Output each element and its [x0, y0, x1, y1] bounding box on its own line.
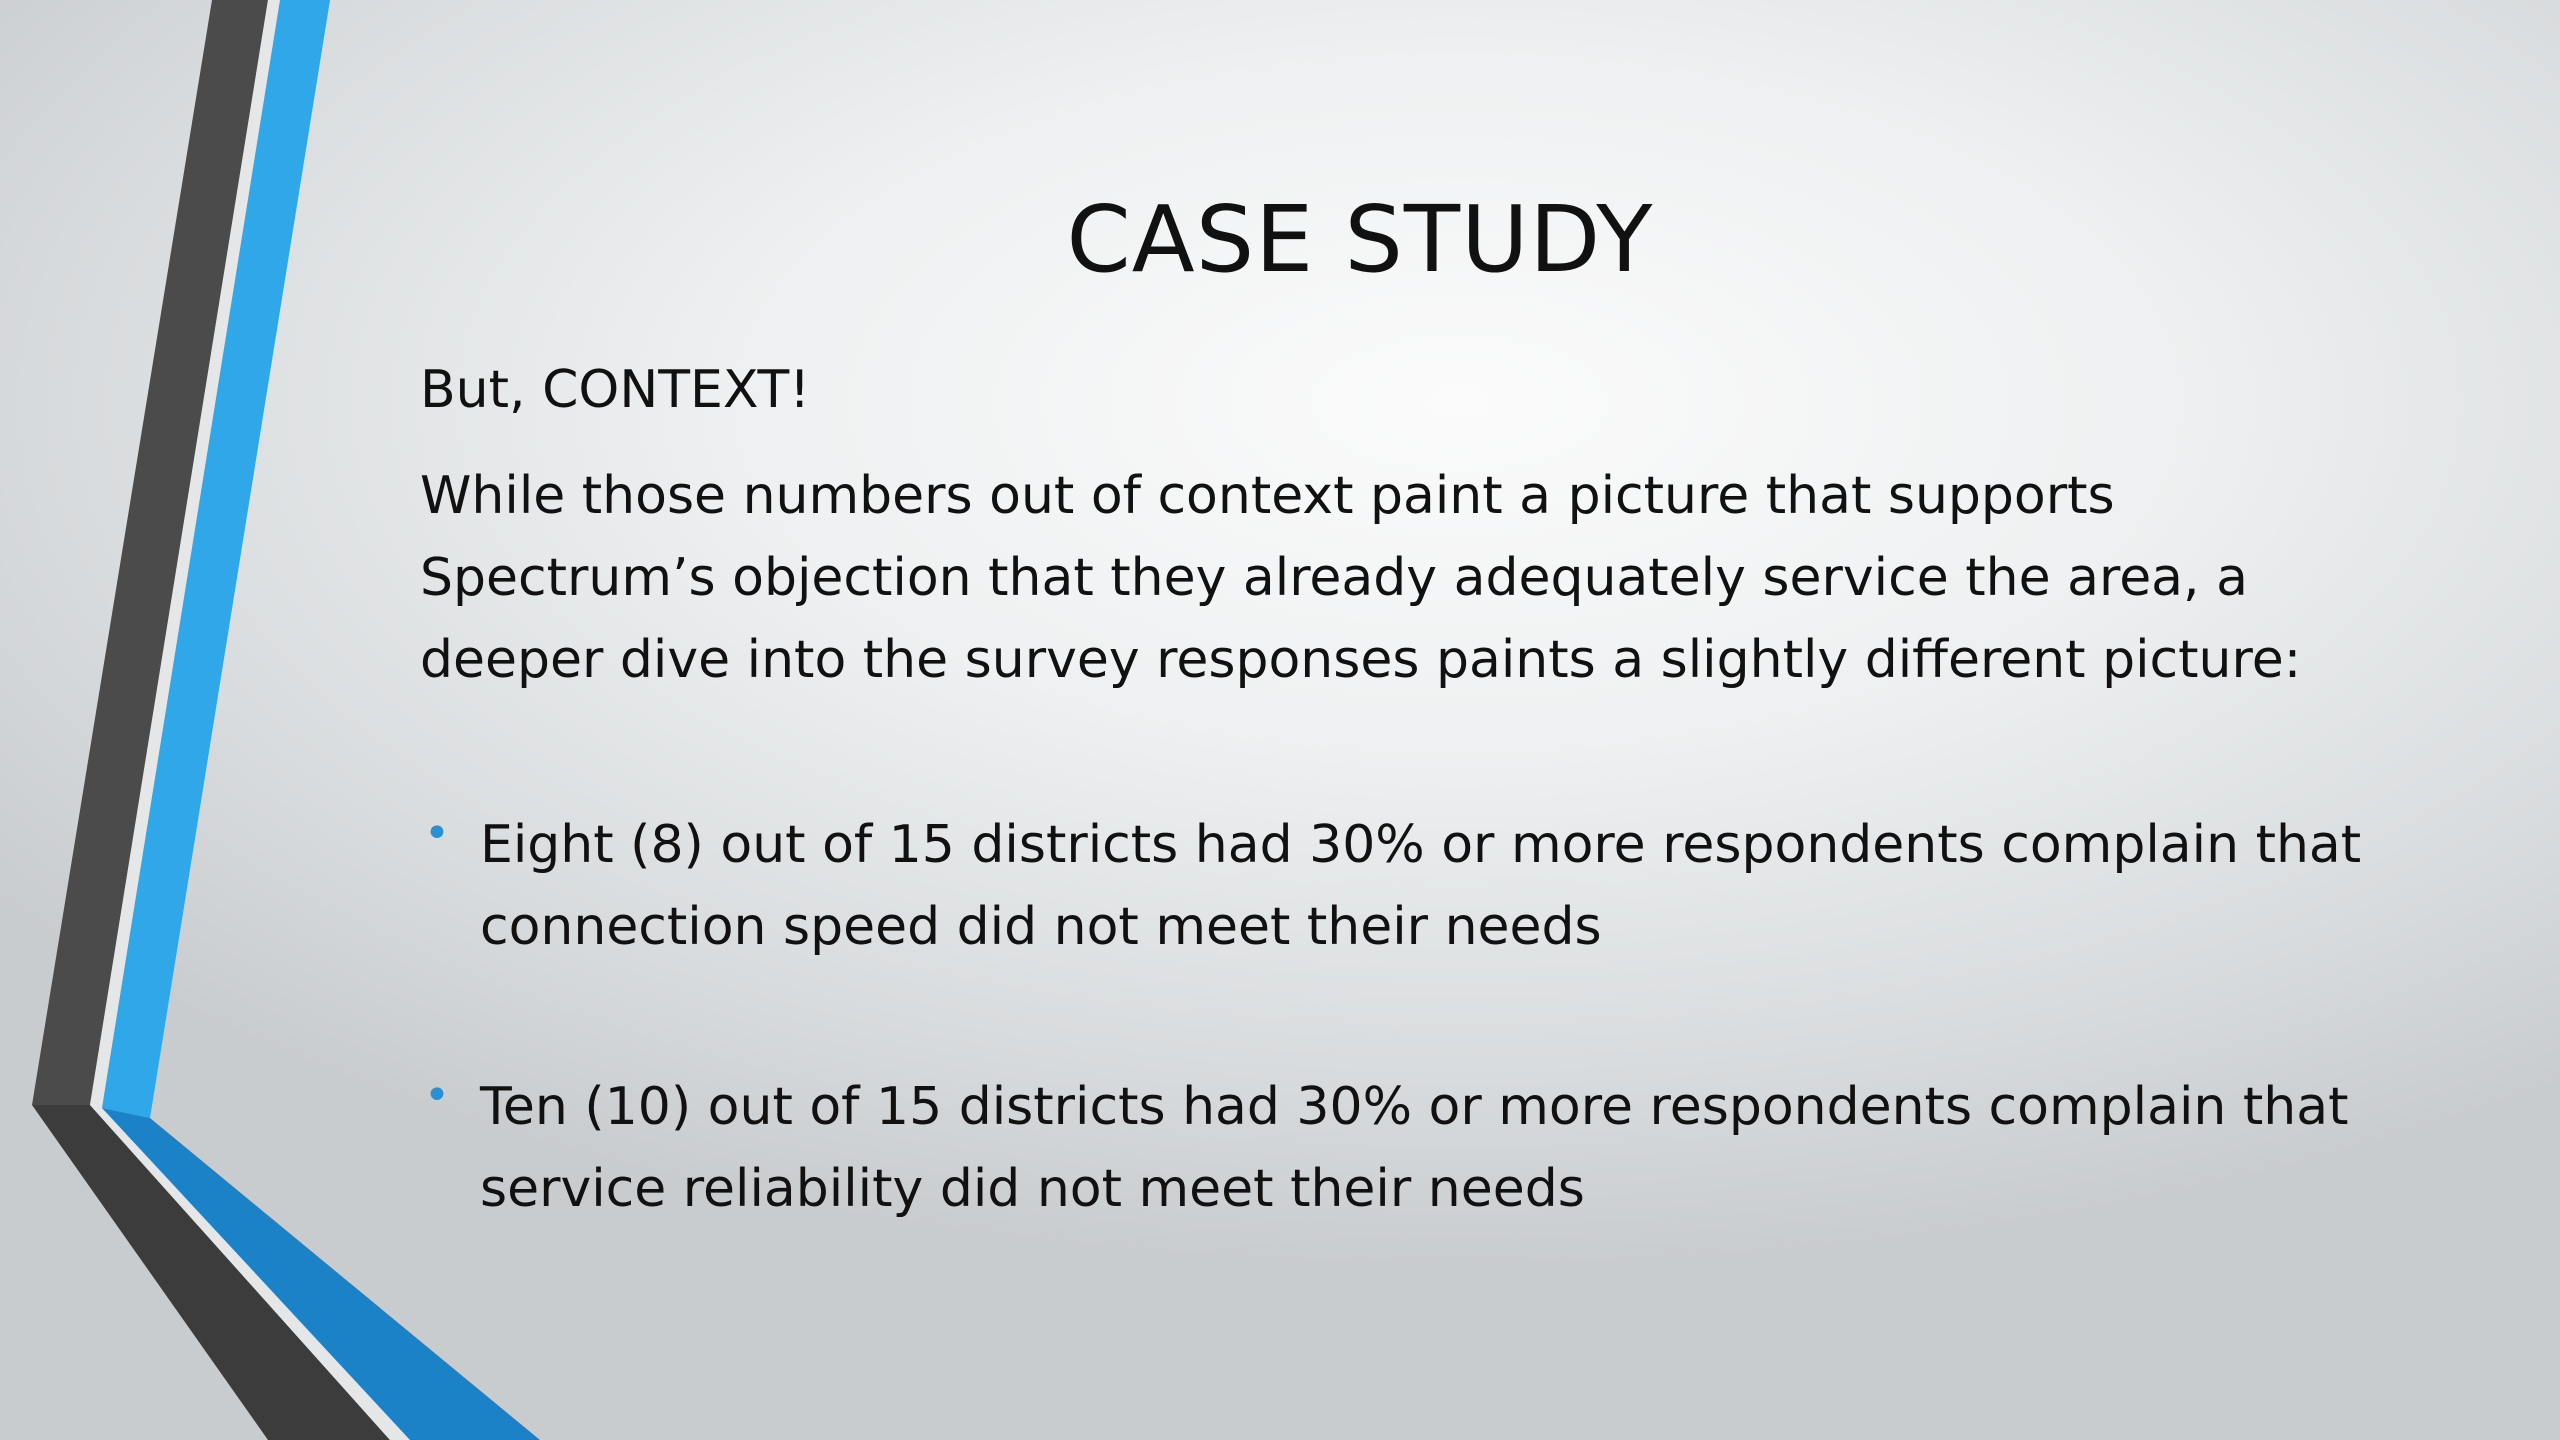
bullet-text: Ten (10) out of 15 districts had 30% or more respondents complain that service reliability did not meet their needs — [480, 1077, 2349, 1219]
intro-paragraph: While those numbers out of context paint a picture that supports Spectrum’s objection that they already adequately service the area, a deeper dive into the survey responses paints a slightly different picture: — [420, 466, 2302, 690]
bullet-dot-icon: • — [424, 808, 450, 859]
bullet-list — [420, 804, 2400, 1328]
slide-title: CASE STUDY — [1066, 186, 1654, 293]
bullet-item — [420, 1066, 2400, 1230]
slide-subheading: But, CONTEXT! — [420, 360, 811, 420]
bullet-text: Eight (8) out of 15 districts had 30% or more respondents complain that connection speed did not meet their needs — [480, 815, 2362, 957]
bullet-dot-icon: • — [424, 1070, 450, 1121]
bullet-item — [420, 804, 2400, 968]
